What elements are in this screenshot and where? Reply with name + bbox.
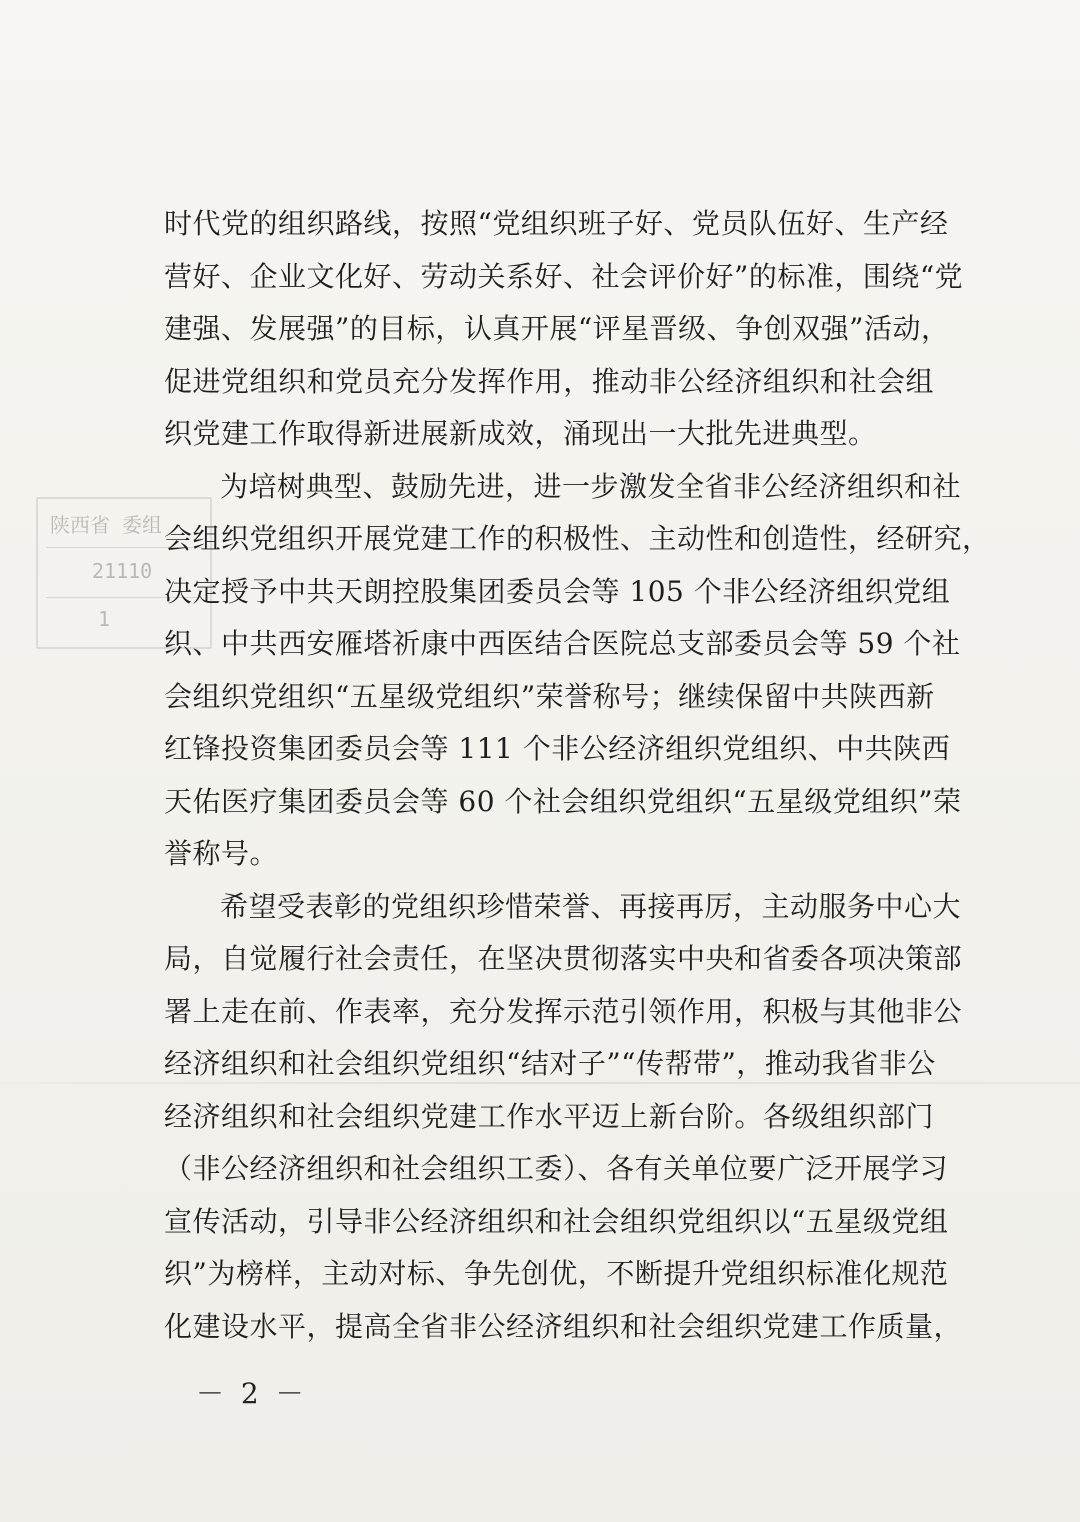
text-line: 织、中共西安雁塔祈康中西医结合医院总支部委员会等 59 个社 xyxy=(164,627,961,660)
text-line: 时代党的组织路线，按照“党组织班子好、党员队伍好、生产经 xyxy=(164,207,949,240)
stamp-row-3: 1 xyxy=(98,607,111,631)
paragraph xyxy=(164,461,991,881)
text-line: 经济组织和社会组织党组织“结对子”“传帮带”，推动我省非公 xyxy=(164,1047,936,1080)
text-line: 化建设水平，提高全省非公经济组织和社会组织党建工作质量， xyxy=(164,1309,963,1343)
text-line: 决定授予中共天朗控股集团委员会等 105 个非公经济组织党组 xyxy=(164,574,951,608)
text-line: （非公经济组织和社会组织工委）、各有关单位要广泛开展学习 xyxy=(164,1152,949,1185)
stamp-row-2: 21110 xyxy=(92,559,153,583)
text-line: 天佑医疗集团委员会等 60 个社会组织党组织“五星级党组织”荣 xyxy=(164,784,962,818)
paragraph xyxy=(164,198,964,461)
text-line: 为培树典型、鼓励先进，进一步激发全省非公经济组织和社 xyxy=(220,469,962,503)
text-line: 希望受表彰的党组织珍惜荣誉、再接再厉，主动服务中心大 xyxy=(220,889,962,923)
stamp-row-1: 陕西省 委组 xyxy=(50,513,163,537)
text-line: 会组织党组织开展党建工作的积极性、主动性和创造性，经研究， xyxy=(164,522,991,555)
page-number: － 2 － xyxy=(196,1377,308,1410)
text-line: 经济组织和社会组织党建工作水平迈上新台阶。各级组织部门 xyxy=(164,1099,934,1133)
text-line: 红锋投资集团委员会等 111 个非公经济组织党组织、中共陕西 xyxy=(164,732,951,765)
text-line: 宣传活动，引导非公经济组织和社会组织党组织以“五星级党组 xyxy=(164,1204,949,1238)
text-line: 署上走在前、作表率，充分发挥示范引领作用，积极与其他非公 xyxy=(164,994,963,1028)
text-line: 促进党组织和党员充分发挥作用，推动非公经济组织和社会组 xyxy=(164,364,934,398)
text-line: 建强、发展强”的目标，认真开展“评星晋级、争创双强”活动， xyxy=(164,312,950,345)
text-line: 誉称号。 xyxy=(164,837,279,870)
text-line: 会组织党组织“五星级党组织”荣誉称号；继续保留中共陕西新 xyxy=(164,679,935,713)
text-line: 局，自觉履行社会责任，在坚决贯彻落实中央和省委各项决策部 xyxy=(164,942,963,975)
paragraph xyxy=(164,881,963,1354)
text-line: 织”为榜样，主动对标、争先创优，不断提升党组织标准化规范 xyxy=(164,1257,949,1290)
text-line: 织党建工作取得新进展新成效，涌现出一大批先进典型。 xyxy=(164,417,877,450)
document-body xyxy=(164,198,991,1353)
text-line: 营好、企业文化好、劳动关系好、社会评价好”的标准，围绕“党 xyxy=(164,259,964,293)
